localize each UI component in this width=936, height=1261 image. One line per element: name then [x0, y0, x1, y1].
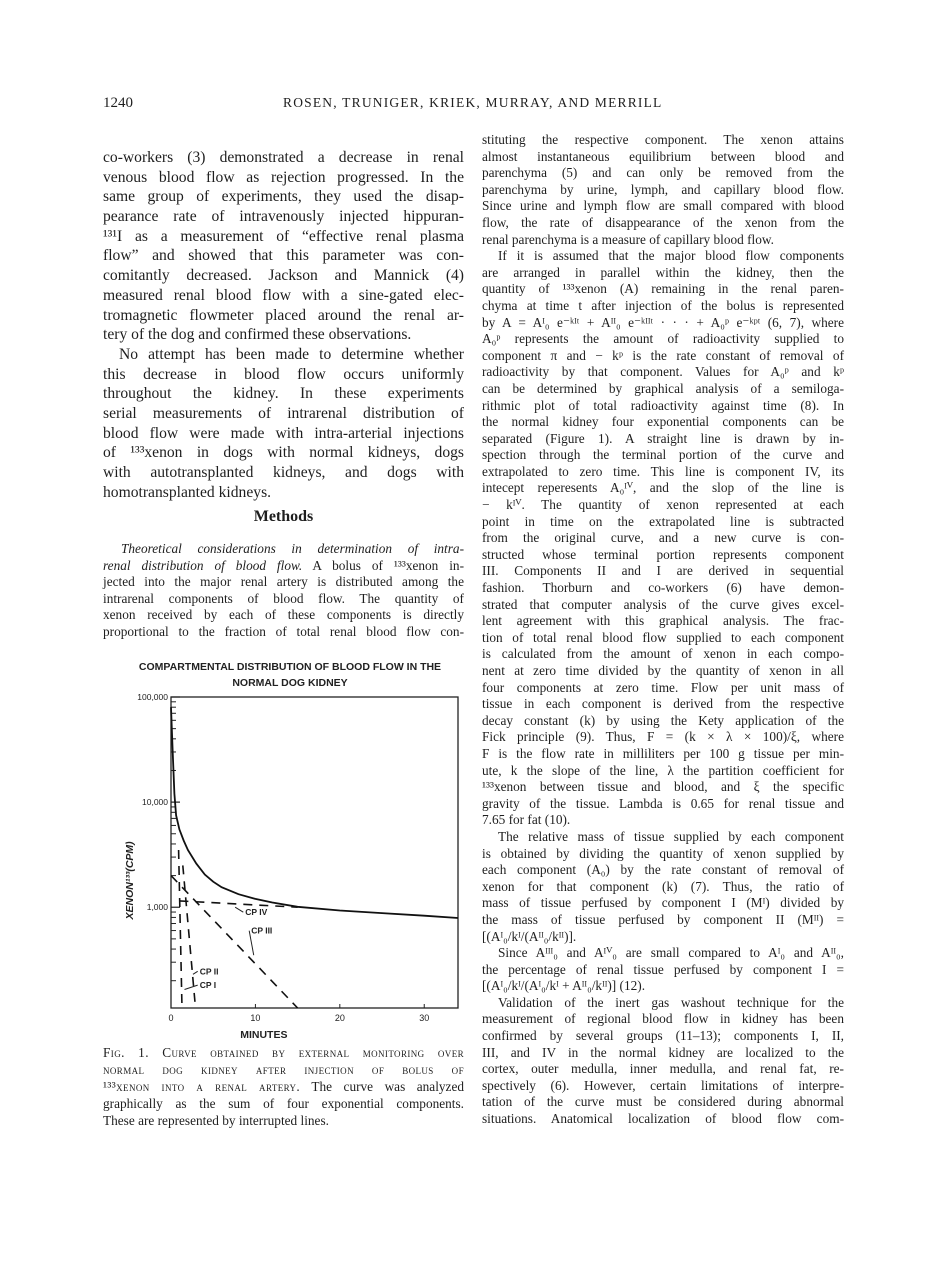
text-line: III, and IV in the normal kidney are localized to the	[482, 1044, 844, 1060]
text-line: decay constant (k) by using the Kety application of the	[482, 712, 844, 728]
text-line: tery of the dog and confirmed these observations.	[103, 326, 412, 344]
text-line: renal parenchyma is a measure of capillary blood flow.	[482, 231, 774, 247]
text-line: ¹³¹I as a measurement of “effective renal plasma	[103, 227, 464, 245]
text-line: xenon received by each of these components is directly	[103, 607, 464, 623]
text-line: tromagnetic flowmeter placed around the renal ar-	[103, 306, 464, 324]
text-line: same group of experiments, they used the disap-	[103, 188, 464, 206]
text-line	[103, 1061, 464, 1078]
annotation-leader	[235, 907, 243, 912]
x-tick-label: 10	[250, 1013, 261, 1023]
text-segment: normal dog kidney after injection of bolus of	[103, 1062, 464, 1077]
paragraph	[482, 248, 844, 829]
x-axis-label: MINUTES	[240, 1029, 288, 1041]
text-line: Validation of the inert gas washout technique for the	[498, 994, 844, 1010]
text-segment: Curve obtained by external monitoring over	[162, 1045, 464, 1060]
annotation-label: CP II	[199, 966, 219, 977]
text-line: chyma at time t after injection of the bolus is represented	[482, 297, 844, 313]
text-line: parenchyma by urine, lymph, and capillary blood flow.	[482, 181, 844, 197]
paragraph	[482, 829, 844, 945]
text-line: intrarenal components of blood flow. The quantity of	[103, 590, 464, 606]
text-line: xenon for that component (k) (7). Thus, the ratio of	[482, 878, 844, 894]
text-line: strated that computer analysis of the curve gives excel-	[482, 596, 844, 612]
y-axis-label: XENON¹³³(CPM)	[124, 841, 136, 920]
text-line: ¹³³xenon between tissue and blood, and ξ the specific	[482, 779, 844, 795]
text-line: of ¹³³xenon in dogs with normal kidneys, dogs	[103, 444, 464, 462]
text-line: rithmic plot of total radioactivity against time (8). In	[482, 397, 844, 413]
text-line: Fick principle (9). Thus, F = (k × λ × 100)/ξ, where	[482, 729, 844, 745]
text-line: structed whose terminal portion represents component	[482, 546, 844, 562]
text-segment: A bolus of ¹³³xenon in-	[302, 557, 464, 573]
text-line	[103, 558, 464, 575]
chart-title: COMPARTMENTAL DISTRIBUTION OF BLOOD FLOW IN THE	[138, 661, 442, 673]
text-line: gravity of the tissue. Lambda is 0.65 for renal tissue and	[482, 795, 844, 811]
text-segment: Fig. 1.	[103, 1045, 163, 1060]
text-line: is obtained by dividing the quantity of xenon supplied by	[482, 845, 844, 861]
section-heading-methods: Methods	[253, 508, 314, 525]
text-line: confirmed by several groups (11–13); components I, II,	[482, 1028, 844, 1044]
paragraph	[103, 541, 464, 641]
text-segment: ¹³³xenon into a renal artery.	[103, 1079, 301, 1094]
text-line: lent agreement with this graphical analysis. The frac-	[482, 613, 844, 629]
text-line: serial measurements of intrarenal distribution of	[103, 404, 464, 422]
text-line: is calculated from the amount of xenon in each compo-	[482, 646, 844, 662]
text-line: separated (Figure 1). A straight line is drawn by in-	[482, 430, 844, 446]
running-head: ROSEN, TRUNIGER, KRIEK, MURRAY, AND MERRILL	[283, 95, 663, 110]
text-line: throughout the kidney. In these experiments	[103, 385, 464, 403]
annotation-leader	[193, 971, 198, 974]
text-line: proportional to the fraction of total renal blood flow con-	[103, 623, 464, 639]
text-line: spection through the terminal portion of the curve and	[482, 447, 844, 463]
text-line: tation of the curve must be considered during abnormal	[482, 1094, 844, 1110]
annotation-label: CP III	[251, 925, 273, 936]
text-line: from the original curve, and a new curve is con-	[482, 530, 844, 546]
text-line: pearance rate of intravenously injected hippuran-	[103, 208, 464, 226]
text-line: III. Components II and I are derived in sequential	[482, 563, 844, 579]
x-tick-label: 30	[419, 1013, 430, 1023]
text-line: tion of total renal blood flow supplied to each component	[482, 629, 844, 645]
text-line: ute, k the slope of the line, λ the partition coefficient for	[482, 762, 844, 778]
plot-frame	[171, 697, 458, 1008]
text-line: mass of tissue perfused by component I (Mᴵ) divided by	[482, 895, 844, 911]
text-line: spectively (6). However, certain limitations of interpre-	[482, 1077, 844, 1093]
text-segment: The curve was analyzed	[300, 1079, 464, 1094]
text-line: tissue in each component is derived from the respective	[482, 696, 844, 712]
text-line: blood flow were made with intra-arterial injections	[103, 424, 464, 442]
left-column-body	[103, 148, 464, 502]
text-line: [(Aᴵ₀/kᴵ/(Aᴵ₀/kᴵ + Aᴵᴵ₀/kᴵᴵ)] (12).	[482, 978, 646, 994]
text-line: extrapolated to zero time. This line is component IV, its	[482, 463, 844, 479]
text-segment: Theoretical considerations in determination of intra-	[121, 541, 464, 556]
text-line: measured renal blood flow with a sine-gated elec-	[103, 286, 464, 304]
text-line: the percentage of renal tissue perfused by component I =	[482, 961, 844, 977]
text-line: F is the flow rate in milliliters per 100 g tissue per min-	[482, 745, 844, 761]
text-line: homotransplanted kidneys.	[103, 483, 272, 501]
paragraph	[482, 945, 844, 995]
x-tick-label: 20	[334, 1013, 345, 1023]
series-cp-ii	[179, 850, 182, 1008]
text-line: radioactivity by that component. Values for A₀ᵖ and kᵖ	[482, 364, 844, 380]
text-line: Since urine and lymph flow are small compared with blood	[482, 198, 844, 214]
series-total-curve	[171, 707, 458, 918]
text-line: stituting the respective component. The xenon attains	[482, 132, 844, 147]
annotation-leader	[185, 985, 198, 989]
theory-paragraph	[103, 541, 464, 641]
text-line: comitantly decreased. Jackson and Mannick (4)	[103, 267, 464, 285]
y-tick-label: 100,000	[137, 692, 168, 702]
text-line: can be determined by graphical analysis of a semiloga-	[482, 380, 844, 396]
paragraph	[103, 345, 464, 503]
text-line: intecept reperesents A₀ᴵⱽ, and the slop of the line is	[482, 480, 844, 496]
text-line: venous blood flow as rejection progressed. In the	[103, 168, 464, 186]
text-line: flow, the rate of disappearance of the xenon from the	[482, 214, 844, 230]
text-line: jected into the major renal artery is distributed among the	[103, 574, 464, 590]
text-line: 7.65 for fat (10).	[482, 812, 571, 828]
text-line: each component (A₀) by the rate constant of removal of	[482, 862, 844, 878]
text-line: with autotransplanted kidneys, and dogs with	[103, 464, 464, 481]
y-tick-label: 10,000	[142, 797, 168, 808]
text-line	[103, 1044, 464, 1061]
text-line: this decrease in blood flow occurs uniformly	[103, 365, 464, 383]
paragraph	[482, 132, 844, 248]
text-line: four components at zero time. Flow per unit mass of	[482, 679, 844, 695]
text-line: are arranged in parallel within the kidney, then the	[482, 264, 844, 280]
paragraph	[482, 995, 844, 1128]
chart-title: NORMAL DOG KIDNEY	[232, 677, 348, 689]
text-line: component π and − kᵖ is the rate constant of removal of	[482, 347, 844, 363]
annotation-label: CP IV	[245, 907, 268, 918]
text-line: situations. Anatomical localization of blood flow com-	[482, 1111, 844, 1127]
figure-caption	[103, 1044, 464, 1129]
text-line: These are represented by interrupted lines.	[103, 1113, 329, 1128]
annotation-label: CP I	[199, 980, 217, 991]
text-line: co-workers (3) demonstrated a decrease in renal	[103, 149, 464, 166]
page-number: 1240	[103, 95, 133, 111]
text-line: If it is assumed that the major blood flow components	[498, 248, 844, 264]
text-line: measurement of regional blood flow in kidney has been	[482, 1011, 844, 1027]
text-line: the normal kidney four exponential components can be	[482, 414, 844, 430]
text-line	[103, 1078, 464, 1095]
figure-1-chart	[100, 650, 480, 1045]
text-line: − kᴵⱽ. The quantity of xenon represented at each	[482, 497, 844, 513]
text-line: parenchyma (5) and can only be removed from the	[482, 165, 844, 181]
text-segment: renal distribution of blood flow.	[103, 557, 303, 573]
text-line: The relative mass of tissue supplied by each component	[498, 828, 844, 844]
text-line: by A = Aᴵ₀ e⁻ᵏᴵᵗ + Aᴵᴵ₀ e⁻ᵏᴵᴵᵗ · · · + A₀ᵖ e⁻ᵏᵖᵗ (6, 7), where	[482, 314, 844, 330]
text-line: flow” and showed that this parameter was con-	[103, 247, 464, 265]
text-line: nent at zero time divided by the quantity of xenon in all	[482, 663, 844, 678]
text-line: Since Aᴵᴵᴵ₀ and Aᴵⱽ₀ are small compared to Aᴵ₀ and Aᴵᴵ₀,	[498, 945, 844, 961]
text-line: No attempt has been made to determine whether	[119, 345, 464, 363]
text-line: quantity of ¹³³xenon (A) remaining in the renal paren-	[482, 281, 844, 297]
text-line: graphically as the sum of four exponential components.	[103, 1096, 464, 1111]
text-line: [(Aᴵ₀/kᴵ/(Aᴵᴵ₀/kᴵᴵ)].	[482, 928, 577, 944]
y-tick-label: 1,000	[146, 902, 168, 913]
text-line: point in time on the extrapolated line is subtracted	[482, 513, 844, 529]
x-tick-label: 0	[168, 1013, 174, 1023]
right-column-body	[482, 132, 844, 1128]
text-line: almost instantaneous equilibrium between blood and	[482, 148, 844, 164]
text-line: the mass of tissue perfused by component II (Mᴵᴵ) =	[482, 911, 844, 927]
text-line: fashion. Thorburn and co-workers (6) have demon-	[482, 580, 844, 596]
text-line: A₀ᵖ represents the amount of radioactivity supplied to	[482, 331, 844, 347]
text-line: cortex, outer medulla, inner medulla, and renal fat, re-	[482, 1061, 844, 1077]
paragraph	[103, 148, 464, 345]
text-line	[103, 541, 464, 558]
